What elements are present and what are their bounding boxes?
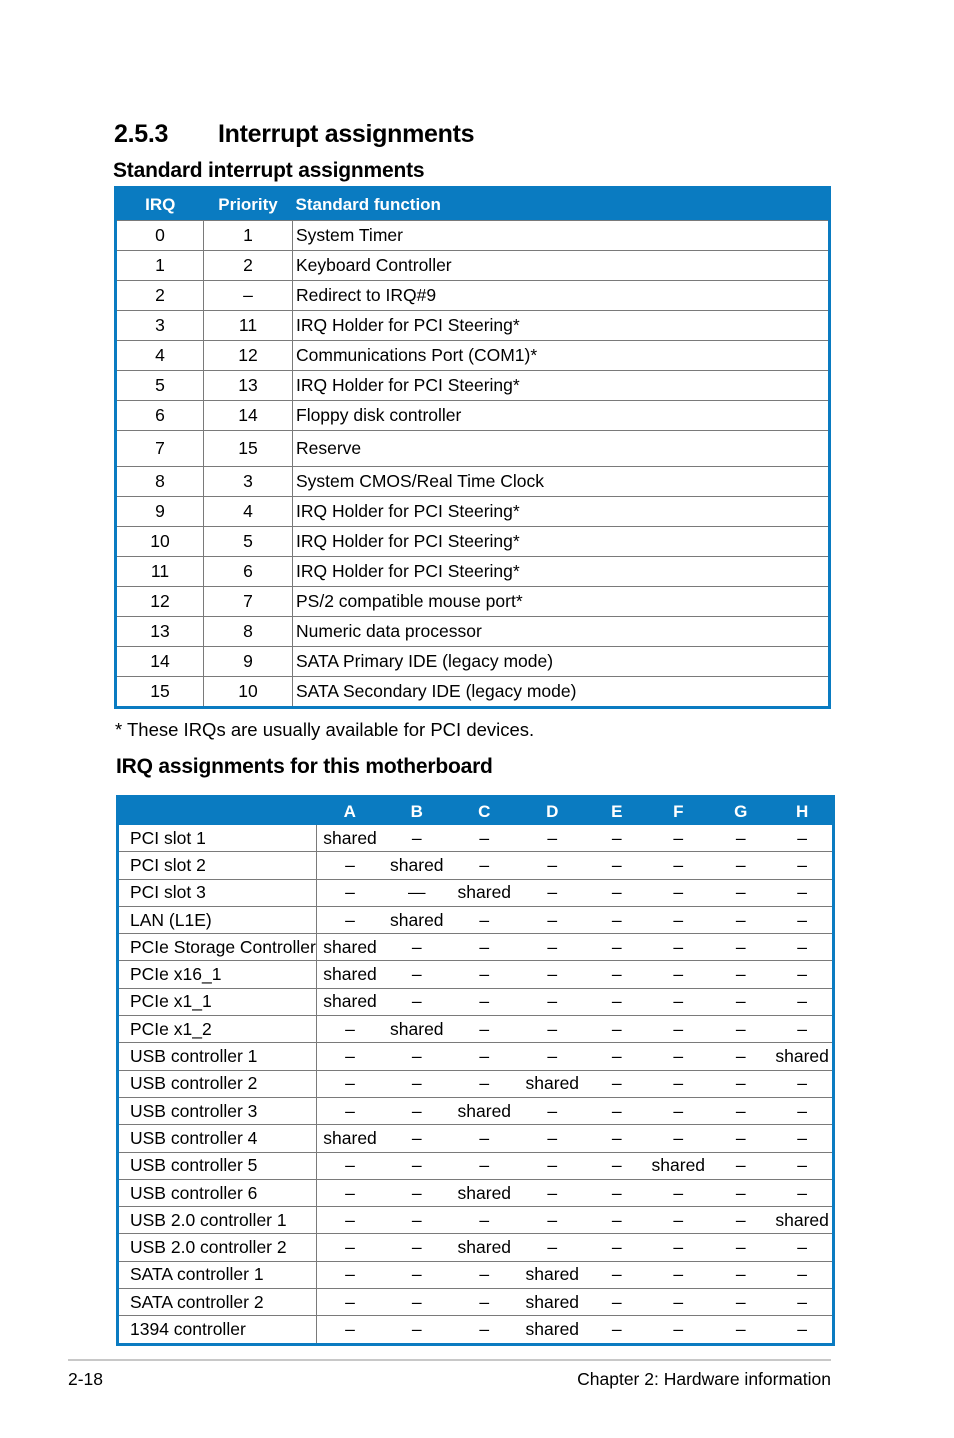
assignment-cell: – — [316, 852, 383, 879]
assignment-cell: – — [383, 988, 450, 1015]
assignment-cell: – — [316, 1152, 383, 1179]
table-row — [116, 617, 830, 647]
assignment-cell: shared — [772, 1207, 833, 1234]
table-row — [118, 1289, 834, 1316]
assignment-cell: – — [772, 1070, 833, 1097]
irq-cell: 12 — [116, 587, 204, 617]
irq-cell: 14 — [116, 647, 204, 677]
assignment-cell: — — [383, 879, 450, 906]
function-cell: Communications Port (COM1)* — [293, 341, 830, 371]
assignment-cell: – — [586, 906, 647, 933]
table-row — [118, 988, 834, 1015]
assignment-cell: – — [450, 1125, 518, 1152]
assignment-cell: – — [383, 1179, 450, 1206]
assignment-cell: – — [316, 1207, 383, 1234]
device-cell: USB controller 5 — [118, 1152, 317, 1179]
table-row — [118, 1097, 834, 1124]
priority-cell: 1 — [204, 221, 293, 251]
device-cell: USB controller 3 — [118, 1097, 317, 1124]
assignment-cell: – — [647, 1043, 709, 1070]
section-number: 2.5.3 — [114, 120, 169, 148]
assignment-cell: – — [450, 1261, 518, 1288]
assignment-cell: – — [709, 988, 772, 1015]
device-cell: PCIe Storage Controller — [118, 934, 317, 961]
assignment-cell: – — [383, 1125, 450, 1152]
assignment-cell: – — [316, 1179, 383, 1206]
assignment-cell: – — [586, 988, 647, 1015]
priority-cell: 6 — [204, 557, 293, 587]
assignment-cell: – — [709, 1070, 772, 1097]
assignment-cell: – — [450, 1207, 518, 1234]
table-row — [118, 1316, 834, 1344]
column-header: E — [586, 797, 647, 826]
assignment-cell: – — [518, 988, 586, 1015]
assignment-cell: – — [383, 961, 450, 988]
column-header: D — [518, 797, 586, 826]
irq-cell: 10 — [116, 527, 204, 557]
assignment-cell: – — [772, 1289, 833, 1316]
assignment-cell: – — [316, 1316, 383, 1344]
table-row — [118, 1207, 834, 1234]
assignment-cell: – — [518, 1179, 586, 1206]
assignment-cell: – — [450, 988, 518, 1015]
assignment-cell: – — [518, 1016, 586, 1043]
assignment-cell: – — [383, 1152, 450, 1179]
priority-cell: 12 — [204, 341, 293, 371]
assignment-cell: – — [586, 1234, 647, 1261]
device-cell: LAN (L1E) — [118, 906, 317, 933]
priority-cell: 15 — [204, 431, 293, 467]
assignment-cell: – — [647, 879, 709, 906]
assignment-cell: – — [316, 906, 383, 933]
assignment-cell: – — [316, 1043, 383, 1070]
table-row — [116, 587, 830, 617]
assignment-cell: – — [709, 825, 772, 852]
assignment-cell: – — [772, 906, 833, 933]
assignment-cell: – — [450, 1016, 518, 1043]
assignment-cell: – — [586, 961, 647, 988]
assignment-cell: – — [316, 1070, 383, 1097]
device-cell: USB controller 2 — [118, 1070, 317, 1097]
assignment-cell: – — [772, 825, 833, 852]
assignment-cell: – — [518, 1234, 586, 1261]
irq-cell: 9 — [116, 497, 204, 527]
assignment-cell: – — [316, 879, 383, 906]
device-cell: USB controller 1 — [118, 1043, 317, 1070]
assignment-cell: – — [450, 934, 518, 961]
standard-table-heading: Standard interrupt assignments — [113, 159, 425, 182]
table-row — [116, 281, 830, 311]
assignment-cell: – — [709, 1261, 772, 1288]
assignment-cell: – — [709, 1316, 772, 1344]
assignment-cell: – — [518, 1207, 586, 1234]
table-row — [116, 647, 830, 677]
priority-cell: 2 — [204, 251, 293, 281]
assignment-cell: – — [709, 1289, 772, 1316]
assignment-cell: – — [316, 1289, 383, 1316]
assignment-cell: – — [772, 1234, 833, 1261]
assignment-cell: shared — [316, 1125, 383, 1152]
assignment-cell: shared — [383, 852, 450, 879]
column-header: F — [647, 797, 709, 826]
assignment-cell: – — [772, 988, 833, 1015]
standard-interrupt-table — [114, 186, 831, 709]
table-row — [116, 677, 830, 708]
assignment-cell: – — [383, 1207, 450, 1234]
device-cell: SATA controller 1 — [118, 1261, 317, 1288]
table-row — [118, 906, 834, 933]
assignment-cell: – — [647, 1097, 709, 1124]
table-row — [116, 527, 830, 557]
device-cell: SATA controller 2 — [118, 1289, 317, 1316]
device-cell: 1394 controller — [118, 1316, 317, 1344]
assignment-cell: shared — [450, 1097, 518, 1124]
assignment-cell: – — [450, 1152, 518, 1179]
function-cell: Keyboard Controller — [293, 251, 830, 281]
function-cell: IRQ Holder for PCI Steering* — [293, 497, 830, 527]
assignment-cell: – — [709, 1043, 772, 1070]
assignment-cell: – — [586, 1289, 647, 1316]
assignment-cell: – — [772, 1261, 833, 1288]
table-row — [116, 557, 830, 587]
assignment-cell: shared — [450, 1234, 518, 1261]
function-cell: SATA Secondary IDE (legacy mode) — [293, 677, 830, 708]
assignment-cell: – — [709, 961, 772, 988]
assignment-cell: – — [647, 988, 709, 1015]
priority-cell: 8 — [204, 617, 293, 647]
assignment-cell: – — [518, 1097, 586, 1124]
assignment-cell: – — [647, 1179, 709, 1206]
irq-cell: 8 — [116, 467, 204, 497]
function-cell: Redirect to IRQ#9 — [293, 281, 830, 311]
assignment-cell: – — [518, 879, 586, 906]
page-number: 2-18 — [68, 1369, 104, 1389]
table-row — [116, 431, 830, 467]
assignment-cell: – — [450, 961, 518, 988]
table-row — [118, 1043, 834, 1070]
assignment-cell: – — [647, 1261, 709, 1288]
assignment-cell: – — [586, 1016, 647, 1043]
assignment-cell: – — [647, 1207, 709, 1234]
assignment-cell: – — [383, 825, 450, 852]
assignment-cell: – — [518, 1152, 586, 1179]
assignment-cell: – — [383, 934, 450, 961]
priority-cell: 4 — [204, 497, 293, 527]
assignment-cell: – — [450, 906, 518, 933]
table-row — [116, 467, 830, 497]
assignment-cell: – — [709, 1152, 772, 1179]
function-cell: SATA Primary IDE (legacy mode) — [293, 647, 830, 677]
priority-cell: 9 — [204, 647, 293, 677]
assignment-cell: – — [586, 1043, 647, 1070]
table-row — [118, 1261, 834, 1288]
function-cell: IRQ Holder for PCI Steering* — [293, 527, 830, 557]
irq-cell: 11 — [116, 557, 204, 587]
assignment-cell: – — [518, 825, 586, 852]
function-cell: Reserve — [293, 431, 830, 467]
assignment-cell: – — [586, 1125, 647, 1152]
table-row — [118, 825, 834, 852]
table-row — [118, 934, 834, 961]
table-row — [118, 879, 834, 906]
chapter-title: Chapter 2: Hardware information — [577, 1369, 831, 1389]
assignment-cell: – — [647, 1016, 709, 1043]
assignment-cell: – — [586, 1097, 647, 1124]
assignment-cell: – — [709, 1097, 772, 1124]
section-title: Interrupt assignments — [218, 120, 475, 148]
assignment-cell: – — [383, 1043, 450, 1070]
assignment-cell: – — [450, 1043, 518, 1070]
priority-cell: 14 — [204, 401, 293, 431]
assignment-cell: – — [518, 852, 586, 879]
column-header: C — [450, 797, 518, 826]
assignment-cell: – — [586, 1207, 647, 1234]
assignment-cell: shared — [383, 1016, 450, 1043]
assignment-cell: – — [450, 1289, 518, 1316]
assignment-cell: – — [709, 1179, 772, 1206]
column-header: Standard function — [293, 188, 830, 221]
assignment-cell: shared — [316, 934, 383, 961]
assignment-cell: – — [316, 1234, 383, 1261]
assignment-cell: – — [383, 1316, 450, 1344]
assignment-cell: – — [586, 852, 647, 879]
device-cell: USB 2.0 controller 1 — [118, 1207, 317, 1234]
device-cell: PCIe x16_1 — [118, 961, 317, 988]
assignment-cell: shared — [518, 1070, 586, 1097]
function-cell: IRQ Holder for PCI Steering* — [293, 311, 830, 341]
assignment-cell: – — [772, 1125, 833, 1152]
assignment-cell: – — [586, 1261, 647, 1288]
assignment-cell: – — [383, 1289, 450, 1316]
irq-cell: 2 — [116, 281, 204, 311]
function-cell: Numeric data processor — [293, 617, 830, 647]
assignment-cell: – — [518, 934, 586, 961]
table-row — [116, 311, 830, 341]
assignment-cell: shared — [450, 879, 518, 906]
assignment-cell: – — [316, 1097, 383, 1124]
assignment-cell: – — [647, 906, 709, 933]
assignment-cell: – — [450, 1316, 518, 1344]
table-row — [118, 1125, 834, 1152]
device-column-header — [118, 797, 317, 826]
function-cell: PS/2 compatible mouse port* — [293, 587, 830, 617]
assignment-cell: – — [518, 906, 586, 933]
column-header: Priority — [204, 188, 293, 221]
function-cell: System Timer — [293, 221, 830, 251]
function-cell: IRQ Holder for PCI Steering* — [293, 371, 830, 401]
priority-cell: 7 — [204, 587, 293, 617]
assignment-cell: – — [772, 879, 833, 906]
assignment-cell: shared — [316, 825, 383, 852]
assignment-cell: – — [586, 879, 647, 906]
function-cell: System CMOS/Real Time Clock — [293, 467, 830, 497]
assignment-cell: – — [772, 1097, 833, 1124]
assignment-cell: – — [450, 852, 518, 879]
irq-cell: 4 — [116, 341, 204, 371]
assignment-cell: – — [772, 1316, 833, 1344]
assignment-cell: – — [586, 1070, 647, 1097]
assignment-cell: – — [647, 1316, 709, 1344]
function-cell: IRQ Holder for PCI Steering* — [293, 557, 830, 587]
table-row — [118, 1179, 834, 1206]
assignment-cell: – — [586, 1152, 647, 1179]
irq-cell: 15 — [116, 677, 204, 708]
table-row — [116, 497, 830, 527]
assignment-cell: shared — [518, 1316, 586, 1344]
assignment-cell: – — [772, 934, 833, 961]
assignment-cell: – — [647, 934, 709, 961]
function-cell: Floppy disk controller — [293, 401, 830, 431]
table-row — [118, 1152, 834, 1179]
table-row — [116, 341, 830, 371]
assignment-cell: – — [518, 1125, 586, 1152]
device-cell: PCI slot 3 — [118, 879, 317, 906]
irq-table-heading: IRQ assignments for this motherboard — [116, 755, 493, 778]
assignment-cell: – — [518, 961, 586, 988]
device-cell: PCI slot 2 — [118, 852, 317, 879]
assignment-cell: – — [647, 852, 709, 879]
assignment-cell: – — [586, 1316, 647, 1344]
assignment-cell: – — [586, 825, 647, 852]
table-row — [118, 852, 834, 879]
irq-cell: 3 — [116, 311, 204, 341]
device-cell: USB 2.0 controller 2 — [118, 1234, 317, 1261]
section-heading — [114, 120, 474, 149]
irq-cell: 1 — [116, 251, 204, 281]
assignment-cell: – — [709, 852, 772, 879]
irq-cell: 0 — [116, 221, 204, 251]
assignment-cell: – — [772, 1152, 833, 1179]
assignment-cell: shared — [450, 1179, 518, 1206]
table-row — [118, 961, 834, 988]
column-header: A — [316, 797, 383, 826]
assignment-cell: shared — [316, 961, 383, 988]
assignment-cell: shared — [383, 906, 450, 933]
assignment-cell: – — [772, 961, 833, 988]
column-header: H — [772, 797, 833, 826]
assignment-cell: – — [450, 825, 518, 852]
assignment-cell: shared — [518, 1261, 586, 1288]
table-row — [116, 371, 830, 401]
assignment-cell: – — [647, 825, 709, 852]
priority-cell: 11 — [204, 311, 293, 341]
table-row — [118, 1016, 834, 1043]
assignment-cell: – — [772, 852, 833, 879]
irq-cell: 13 — [116, 617, 204, 647]
assignment-cell: – — [316, 1261, 383, 1288]
assignment-cell: – — [647, 1070, 709, 1097]
assignment-cell: – — [709, 1234, 772, 1261]
column-header: IRQ — [116, 188, 204, 221]
priority-cell: 13 — [204, 371, 293, 401]
table-row — [116, 251, 830, 281]
table-header-row — [116, 188, 830, 221]
assignment-cell: – — [647, 1125, 709, 1152]
table-row — [116, 401, 830, 431]
assignment-cell: – — [709, 1207, 772, 1234]
assignment-cell: – — [586, 1179, 647, 1206]
assignment-cell: – — [383, 1097, 450, 1124]
assignment-cell: – — [383, 1234, 450, 1261]
assignment-cell: – — [709, 1125, 772, 1152]
footer-rule — [68, 1359, 831, 1361]
assignment-cell: – — [772, 1016, 833, 1043]
device-cell: PCIe x1_1 — [118, 988, 317, 1015]
assignment-cell: – — [772, 1179, 833, 1206]
assignment-cell: – — [709, 906, 772, 933]
assignment-cell: – — [518, 1043, 586, 1070]
assignment-cell: shared — [316, 988, 383, 1015]
table-row — [118, 1070, 834, 1097]
irq-footnote: * These IRQs are usually available for PCI devices. — [115, 719, 535, 740]
assignment-cell: – — [647, 1234, 709, 1261]
assignment-cell: – — [383, 1261, 450, 1288]
assignment-cell: – — [647, 1289, 709, 1316]
table-row — [118, 1234, 834, 1261]
column-header: B — [383, 797, 450, 826]
priority-cell: 10 — [204, 677, 293, 708]
assignment-cell: – — [709, 934, 772, 961]
priority-cell: – — [204, 281, 293, 311]
assignment-cell: – — [709, 879, 772, 906]
priority-cell: 3 — [204, 467, 293, 497]
assignment-cell: shared — [647, 1152, 709, 1179]
column-header: G — [709, 797, 772, 826]
irq-cell: 7 — [116, 431, 204, 467]
device-cell: PCI slot 1 — [118, 825, 317, 852]
irq-cell: 6 — [116, 401, 204, 431]
table-header-row — [118, 797, 834, 826]
device-cell: USB controller 6 — [118, 1179, 317, 1206]
assignment-cell: – — [316, 1016, 383, 1043]
assignment-cell: – — [586, 934, 647, 961]
assignment-cell: – — [383, 1070, 450, 1097]
assignment-cell: shared — [772, 1043, 833, 1070]
irq-assignment-table — [116, 795, 835, 1346]
assignment-cell: shared — [518, 1289, 586, 1316]
irq-cell: 5 — [116, 371, 204, 401]
device-cell: PCIe x1_2 — [118, 1016, 317, 1043]
assignment-cell: – — [450, 1070, 518, 1097]
assignment-cell: – — [647, 961, 709, 988]
priority-cell: 5 — [204, 527, 293, 557]
assignment-cell: – — [709, 1016, 772, 1043]
device-cell: USB controller 4 — [118, 1125, 317, 1152]
table-row — [116, 221, 830, 251]
